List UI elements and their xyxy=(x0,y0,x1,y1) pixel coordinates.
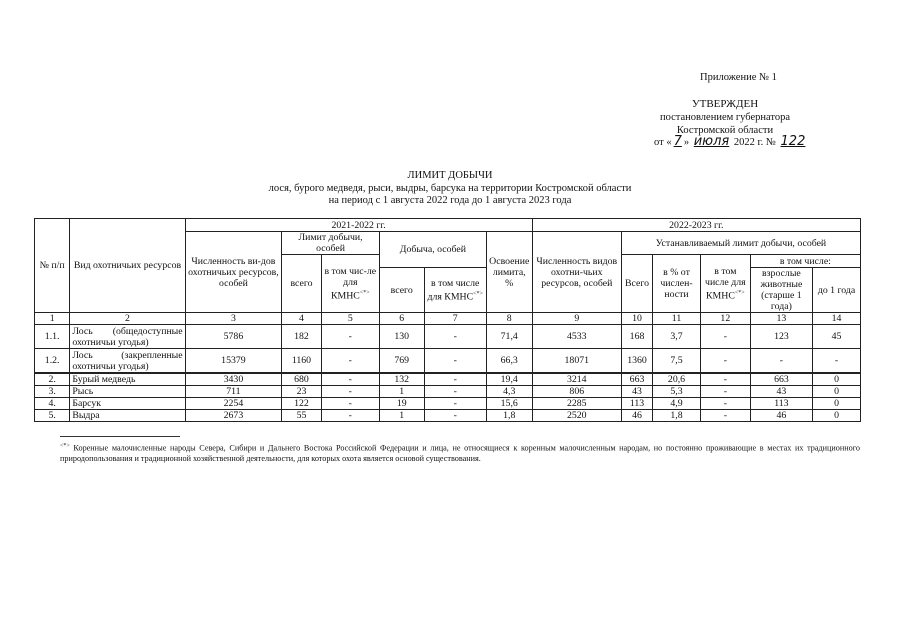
cell: - xyxy=(750,349,812,374)
cell: 1 xyxy=(379,410,424,422)
header-population-1: Численность ви-дов охотничьих ресурсов, особей xyxy=(185,232,282,313)
cell: 1,8 xyxy=(653,410,701,422)
cell: 18071 xyxy=(532,349,621,374)
column-number: 14 xyxy=(813,313,861,325)
kmns-mark: <*> xyxy=(473,290,483,297)
cell: 680 xyxy=(282,373,321,386)
decree-number-handwritten: 122 xyxy=(780,134,806,149)
cell: 168 xyxy=(621,325,652,349)
column-number: 2 xyxy=(70,313,185,325)
cell: - xyxy=(424,373,486,386)
cell: - xyxy=(424,410,486,422)
kmns-mark: <*> xyxy=(734,289,745,296)
cell: 55 xyxy=(282,410,321,422)
cell: 0 xyxy=(813,386,861,398)
decree-line-1: постановлением губернатора xyxy=(659,112,791,123)
cell: 45 xyxy=(813,325,861,349)
cell: 0 xyxy=(813,373,861,386)
cell: - xyxy=(321,386,379,398)
cell: 46 xyxy=(750,410,812,422)
cell: 2254 xyxy=(185,398,282,410)
cell: 15,6 xyxy=(486,398,532,410)
cell: - xyxy=(424,325,486,349)
header-limit1-kmns-text: в том чис-ле для КМНС xyxy=(324,265,377,302)
header-mastery: Освоение лимита, % xyxy=(486,232,532,313)
row-species xyxy=(70,349,185,374)
header-population-2: Численность видов охотни-чьих ресурсов, особей xyxy=(532,232,621,313)
approved-heading: УТВЕРЖДЕН xyxy=(691,98,759,110)
table-row xyxy=(35,398,861,410)
row-species: Барсук xyxy=(70,398,185,410)
cell: 113 xyxy=(621,398,652,410)
date-month-handwritten: июля xyxy=(693,134,730,149)
row-no: 1.2. xyxy=(35,349,70,374)
table-row xyxy=(35,325,861,349)
cell: 43 xyxy=(621,386,652,398)
cell: 711 xyxy=(185,386,282,398)
header-pct: в % от числен-ности xyxy=(653,255,701,313)
cell: - xyxy=(321,349,379,374)
column-number: 11 xyxy=(653,313,701,325)
header-harvest1-kmns-text: в том числе для КМНС xyxy=(427,277,480,303)
cell: 3214 xyxy=(532,373,621,386)
cell: - xyxy=(424,386,486,398)
table-row xyxy=(35,386,861,398)
table-row xyxy=(35,349,861,374)
cell: 46 xyxy=(621,410,652,422)
header-incl: в том числе: xyxy=(750,255,860,268)
cell: 15379 xyxy=(185,349,282,374)
cell: 1 xyxy=(379,386,424,398)
column-number: 1 xyxy=(35,313,70,325)
header-species: Вид охотничьих ресурсов xyxy=(70,219,185,313)
cell: 806 xyxy=(532,386,621,398)
cell: - xyxy=(424,349,486,374)
cell: - xyxy=(700,373,750,386)
document-title xyxy=(150,170,750,208)
cell: - xyxy=(424,398,486,410)
decree-line-2: Костромской области xyxy=(676,125,774,136)
cell: 71,4 xyxy=(486,325,532,349)
cell: 3,7 xyxy=(653,325,701,349)
cell: - xyxy=(321,325,379,349)
cell: 1,8 xyxy=(486,410,532,422)
cell: - xyxy=(321,398,379,410)
cell: 20,6 xyxy=(653,373,701,386)
cell: 2673 xyxy=(185,410,282,422)
date-mid: » xyxy=(683,137,690,148)
cell: 769 xyxy=(379,349,424,374)
cell: - xyxy=(321,373,379,386)
cell: 1360 xyxy=(621,349,652,374)
cell: 66,3 xyxy=(486,349,532,374)
cell: 130 xyxy=(379,325,424,349)
cell: - xyxy=(700,386,750,398)
row-species: Выдра xyxy=(70,410,185,422)
column-number: 9 xyxy=(532,313,621,325)
row-no: 4. xyxy=(35,398,70,410)
column-number: 5 xyxy=(321,313,379,325)
header-harvest-1: Добыча, особей xyxy=(379,232,486,268)
header-total-2: Всего xyxy=(621,255,652,313)
header-harvest1-kmns xyxy=(424,268,486,313)
column-number: 4 xyxy=(282,313,321,325)
cell: 19 xyxy=(379,398,424,410)
cell: 132 xyxy=(379,373,424,386)
header-limit-1: Лимит добычи, особей xyxy=(282,232,380,255)
column-number: 6 xyxy=(379,313,424,325)
header-limit2-kmns xyxy=(700,255,750,313)
species-name: Лось xyxy=(72,325,93,337)
cell: - xyxy=(700,325,750,349)
header-limit-2: Устанавливаемый лимит добычи, особей xyxy=(621,232,860,255)
column-number: 7 xyxy=(424,313,486,325)
title-line-2: лося, бурого медведя, рыси, выдры, барсука на территории Костромской области xyxy=(268,182,632,194)
cell: 663 xyxy=(750,373,812,386)
cell: 23 xyxy=(282,386,321,398)
footnote-text: Коренные малочисленные народы Севера, Сибири и Дальнего Востока Российской Федерации и лица, не относящиеся к коренным малочисленным народам, но постоянно проживающие в местах их традиционного природопользования и традиционной хозяйственной деятельности, для которых охота является основой существования. xyxy=(60,443,860,464)
species-qualifier-2: охотничьи угодья) xyxy=(72,360,149,372)
footnote xyxy=(60,441,860,465)
header-period-2021: 2021-2022 гг. xyxy=(185,219,532,232)
header-no: № п/п xyxy=(35,219,70,313)
column-number: 3 xyxy=(185,313,282,325)
row-no: 3. xyxy=(35,386,70,398)
approval-block xyxy=(600,98,850,137)
footnote-divider xyxy=(60,436,180,437)
row-no: 5. xyxy=(35,410,70,422)
cell: 2285 xyxy=(532,398,621,410)
table-row xyxy=(35,410,861,422)
cell: 0 xyxy=(813,410,861,422)
date-prefix: от « xyxy=(654,137,672,148)
header-period-2022: 2022-2023 гг. xyxy=(532,219,860,232)
species-qualifier-2: охотничьи угодья) xyxy=(72,336,149,348)
species-qualifier: (общедоступные xyxy=(112,325,183,337)
header-harvest1-total: всего xyxy=(379,268,424,313)
cell: - xyxy=(321,410,379,422)
cell: 2520 xyxy=(532,410,621,422)
cell: 5786 xyxy=(185,325,282,349)
cell: 4,3 xyxy=(486,386,532,398)
species-name: Лось xyxy=(72,349,93,361)
column-number: 13 xyxy=(750,313,812,325)
cell: - xyxy=(700,410,750,422)
cell: 4,9 xyxy=(653,398,701,410)
kmns-mark: <*> xyxy=(359,289,370,296)
decree-date-line xyxy=(654,134,807,149)
cell: 4533 xyxy=(532,325,621,349)
header-limit2-kmns-text: в том числе для КМНС xyxy=(705,265,746,302)
cell: - xyxy=(813,349,861,374)
column-number: 12 xyxy=(700,313,750,325)
cell: 43 xyxy=(750,386,812,398)
harvest-limit-table xyxy=(34,218,861,422)
header-young: до 1 года xyxy=(813,268,861,313)
appendix-label: Приложение № 1 xyxy=(700,72,777,83)
column-number: 10 xyxy=(621,313,652,325)
cell: 663 xyxy=(621,373,652,386)
row-no: 2. xyxy=(35,373,70,386)
title-line-1: ЛИМИТ ДОБЫЧИ xyxy=(407,170,493,181)
cell: 0 xyxy=(813,398,861,410)
cell: 7,5 xyxy=(653,349,701,374)
cell: 113 xyxy=(750,398,812,410)
cell: - xyxy=(700,398,750,410)
cell: 182 xyxy=(282,325,321,349)
row-species: Рысь xyxy=(70,386,185,398)
cell: 1160 xyxy=(282,349,321,374)
row-species xyxy=(70,325,185,349)
cell: - xyxy=(700,349,750,374)
cell: 123 xyxy=(750,325,812,349)
header-limit1-total: всего xyxy=(282,255,321,313)
row-species: Бурый медведь xyxy=(70,373,185,386)
date-year: 2022 г. № xyxy=(733,137,776,148)
header-limit1-kmns xyxy=(321,255,379,313)
footnote-mark: <*> xyxy=(60,443,70,449)
cell: 19,4 xyxy=(486,373,532,386)
cell: 3430 xyxy=(185,373,282,386)
species-qualifier: (закрепленные xyxy=(121,349,183,361)
table-row xyxy=(35,373,861,386)
header-adults: взрослые животные (старше 1 года) xyxy=(750,268,812,313)
date-day-handwritten: 7 xyxy=(673,134,682,149)
column-number: 8 xyxy=(486,313,532,325)
column-number-row xyxy=(35,313,861,325)
cell: 5,3 xyxy=(653,386,701,398)
row-no: 1.1. xyxy=(35,325,70,349)
title-line-3: на период с 1 августа 2022 года до 1 августа 2023 года xyxy=(328,195,572,206)
cell: 122 xyxy=(282,398,321,410)
